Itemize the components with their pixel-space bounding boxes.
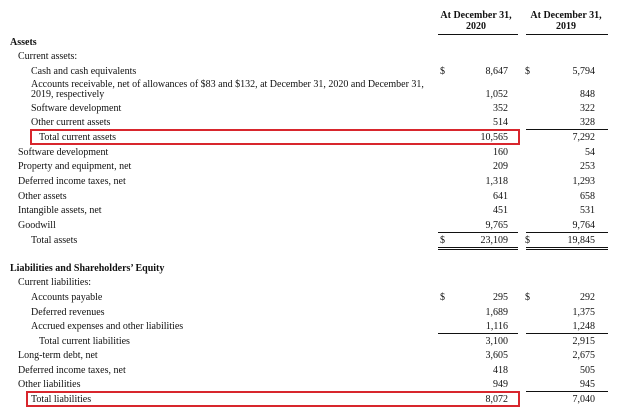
total-rule-2020 <box>438 232 518 233</box>
value-2019: 531 <box>580 205 595 216</box>
row-label: Intangible assets, net <box>18 205 102 216</box>
row-label: Deferred income taxes, net <box>18 365 126 376</box>
value-2020: 3,605 <box>485 350 508 361</box>
value-2019: 5,794 <box>572 66 595 77</box>
value-2019: 9,764 <box>572 220 595 231</box>
currency-symbol-2020: $ <box>440 292 445 303</box>
value-2019: 19,845 <box>567 235 595 246</box>
currency-symbol-2019: $ <box>525 66 530 77</box>
value-2020: 1,318 <box>485 176 508 187</box>
value-2020: 418 <box>493 365 508 376</box>
value-2020: 209 <box>493 161 508 172</box>
column-header-2020-line1: At December 31, <box>440 10 512 21</box>
header-underline-2019 <box>526 34 608 35</box>
value-2020: 8,072 <box>485 394 508 405</box>
section-label: Liabilities and Shareholders’ Equity <box>10 263 165 274</box>
row-label: Other current assets <box>31 117 111 128</box>
row-label: Deferred revenues <box>31 307 105 318</box>
row-label: Accounts receivable, net of allowances of $83 and $132, at December 31, 2020 and December 31, <box>31 79 424 90</box>
value-2019: 7,040 <box>572 394 595 405</box>
double-rule-bottom-2020 <box>438 249 518 250</box>
value-2020: 10,565 <box>480 132 508 143</box>
highlight-box-total-current-assets <box>30 129 520 145</box>
value-2019: 1,375 <box>572 307 595 318</box>
subtotal-rule-2019 <box>526 391 608 392</box>
column-header-2020-line2: 2020 <box>466 21 486 32</box>
value-2020: 949 <box>493 379 508 390</box>
double-rule-top-2020 <box>438 247 518 248</box>
subtotal-rule-2020 <box>438 333 518 334</box>
value-2019: 322 <box>580 103 595 114</box>
row-label: Total assets <box>31 235 78 246</box>
row-label: Total current liabilities <box>39 336 130 347</box>
highlight-box-total-liabilities <box>26 391 520 407</box>
total-rule-2019 <box>526 232 608 233</box>
value-2020: 641 <box>493 191 508 202</box>
value-2019: 1,293 <box>572 176 595 187</box>
subtotal-rule-2019 <box>526 333 608 334</box>
row-label: Cash and cash equivalents <box>31 66 137 77</box>
value-2020: 1,116 <box>485 321 508 332</box>
column-header-2019 <box>522 10 610 32</box>
row-label: Total liabilities <box>31 394 92 405</box>
row-label: Accrued expenses and other liabilities <box>31 321 184 332</box>
subheading-label: Current liabilities: <box>18 277 92 288</box>
value-2020: 451 <box>493 205 508 216</box>
double-rule-top-2019 <box>526 247 608 248</box>
row-label: Deferred income taxes, net <box>18 176 126 187</box>
value-2019: 505 <box>580 365 595 376</box>
value-2019: 2,675 <box>572 350 595 361</box>
subtotal-rule-2019 <box>526 129 608 130</box>
row-label: Goodwill <box>18 220 56 231</box>
currency-symbol-2019: $ <box>525 235 530 246</box>
column-header-2020 <box>432 10 520 32</box>
section-label: Assets <box>10 37 37 48</box>
value-2019: 253 <box>580 161 595 172</box>
currency-symbol-2020: $ <box>440 235 445 246</box>
subheading-label: Current assets: <box>18 51 78 62</box>
value-2020: 1,689 <box>485 307 508 318</box>
row-label: Accounts payable <box>31 292 103 303</box>
value-2020: 23,109 <box>480 235 508 246</box>
value-2020: 352 <box>493 103 508 114</box>
row-label: Other liabilities <box>18 379 81 390</box>
value-2020: 514 <box>493 117 508 128</box>
row-label: Software development <box>31 103 122 114</box>
currency-symbol-2020: $ <box>440 66 445 77</box>
value-2019: 2,915 <box>572 336 595 347</box>
value-2019: 54 <box>585 147 595 158</box>
column-header-2019-line2: 2019 <box>556 21 576 32</box>
value-2020: 3,100 <box>485 336 508 347</box>
row-label: Total current assets <box>39 132 117 143</box>
value-2019: 658 <box>580 191 595 202</box>
row-label: Other assets <box>18 191 67 202</box>
value-2019: 328 <box>580 117 595 128</box>
currency-symbol-2019: $ <box>525 292 530 303</box>
row-label: Long-term debt, net <box>18 350 98 361</box>
value-2019: 945 <box>580 379 595 390</box>
row-label: 2019, respectively <box>31 89 105 100</box>
double-rule-bottom-2019 <box>526 249 608 250</box>
header-underline-2020 <box>438 34 518 35</box>
value-2019: 292 <box>580 292 595 303</box>
row-label: Software development <box>18 147 109 158</box>
value-2020: 160 <box>493 147 508 158</box>
value-2020: 8,647 <box>485 66 508 77</box>
value-2019: 7,292 <box>572 132 595 143</box>
value-2019: 848 <box>580 89 595 100</box>
value-2019: 1,248 <box>572 321 595 332</box>
value-2020: 1,052 <box>485 89 508 100</box>
column-header-2019-line1: At December 31, <box>530 10 602 21</box>
value-2020: 9,765 <box>485 220 508 231</box>
row-label: Property and equipment, net <box>18 161 132 172</box>
value-2020: 295 <box>493 292 508 303</box>
